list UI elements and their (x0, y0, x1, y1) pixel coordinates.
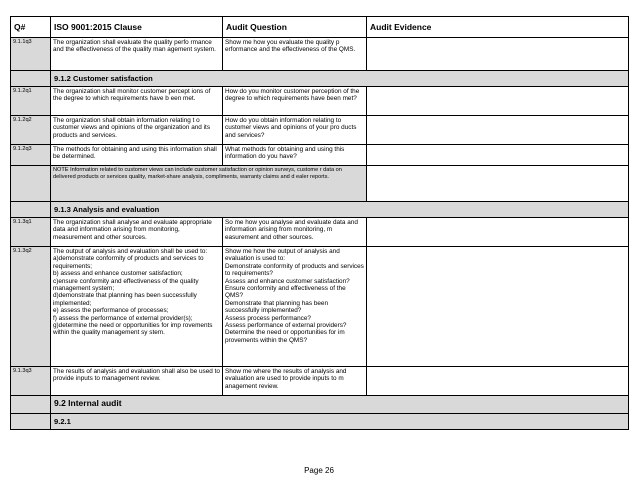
section-title: 9.1.2 Customer satisfaction (51, 71, 629, 87)
audit-evidence-cell[interactable] (367, 38, 629, 71)
audit-question: Show me how you evaluate the quality p erformance and the effectiveness of the QMS. (223, 38, 367, 71)
section-title: 9.2.1 (51, 414, 629, 430)
section-title: 9.1.3 Analysis and evaluation (51, 202, 629, 218)
question-number: 9.1.3q1 (11, 218, 51, 247)
page-number: Page 26 (304, 466, 334, 475)
section-q-cell (11, 71, 51, 87)
clause-text: The organization shall obtain information relating t o customer views and opinions of the organization and its products and services. (51, 116, 223, 145)
audit-question: Show me how the output of analysis and evaluation is used to: Demonstrate conformity of products and services to requirements? Assess and enhance customer satisfaction? Ensure conformity and effectiveness of the QMS? Demonstrate that planning has been successfully implemented? Assess process performance? Assess performance of external providers? Determine the need or opportunities for im provements within the QMS? (223, 247, 367, 367)
question-number: 9.1.2q1 (11, 87, 51, 116)
note-q-cell (11, 166, 51, 202)
question-number: 9.1.2q3 (11, 145, 51, 166)
audit-question: Show me where the results of analysis and evaluation are used to provide inputs to m anagement review. (223, 367, 367, 396)
table-row (11, 218, 629, 247)
clause-text: The output of analysis and evaluation shall be used to: a)demonstrate conformity of products and services to requirements; b) assess and enhance customer satisfaction; c)ensure conformity and effectiveness of the quality management system; d)demonstrate that planning has been successfully implemented; e) assess the performance of processes; f) assess the performance of external provider(s); g)determine the need or opportunities for imp rovements within the quality management sy stem. (51, 247, 223, 367)
clause-text: The methods for obtaining and using this information shall be determined. (51, 145, 223, 166)
audit-question: How do you obtain information relating to customer views and opinions of your pro ducts and services? (223, 116, 367, 145)
header-evidence: Audit Evidence (367, 17, 629, 38)
header-clause: ISO 9001:2015 Clause (51, 17, 223, 38)
question-number: 9.1.3q3 (11, 367, 51, 396)
table-header-row (11, 17, 629, 38)
section-row (11, 202, 629, 218)
clause-text: The organization shall monitor customer percept ions of the degree to which requirements have b een met. (51, 87, 223, 116)
note-text: NOTE Information related to customer views can include customer satisfaction or opinion surveys, custome r data on delivered products or services quality, market-share analysis, compliments, warranty claims and d ealer reports. (51, 166, 367, 202)
table-row (11, 367, 629, 396)
audit-evidence-cell[interactable] (367, 116, 629, 145)
header-q: Q# (11, 17, 51, 38)
question-number: 9.1.3q2 (11, 247, 51, 367)
section-title: 9.2 Internal audit (51, 396, 629, 414)
audit-table (10, 16, 629, 430)
audit-evidence-cell[interactable] (367, 247, 629, 367)
audit-evidence-cell[interactable] (367, 166, 629, 202)
section-q-cell (11, 414, 51, 430)
table-row (11, 145, 629, 166)
audit-evidence-cell[interactable] (367, 367, 629, 396)
section-row (11, 71, 629, 87)
audit-question: What methods for obtaining and using this information do you have? (223, 145, 367, 166)
audit-evidence-cell[interactable] (367, 87, 629, 116)
audit-question: So me how you analyse and evaluate data and information arising from monitoring, m easurement and other sources. (223, 218, 367, 247)
section-row (11, 396, 629, 414)
audit-evidence-cell[interactable] (367, 218, 629, 247)
header-question: Audit Question (223, 17, 367, 38)
table-row (11, 247, 629, 367)
audit-evidence-cell[interactable] (367, 145, 629, 166)
clause-text: The organization shall evaluate the quality perfo rmance and the effectiveness of the quality man agement system. (51, 38, 223, 71)
table-row (11, 116, 629, 145)
section-row (11, 414, 629, 430)
section-q-cell (11, 202, 51, 218)
table-row (11, 38, 629, 71)
clause-text: The organization shall analyse and evaluate appropriate data and information arising from monitoring, measurement and other sources. (51, 218, 223, 247)
audit-question: How do you monitor customer perception of the degree to which requirements have been met? (223, 87, 367, 116)
clause-text: The results of analysis and evaluation shall also be used to provide inputs to management review. (51, 367, 223, 396)
question-number: 9.1.1q3 (11, 38, 51, 71)
table-row (11, 87, 629, 116)
question-number: 9.1.2q2 (11, 116, 51, 145)
section-q-cell (11, 396, 51, 414)
note-row (11, 166, 629, 202)
